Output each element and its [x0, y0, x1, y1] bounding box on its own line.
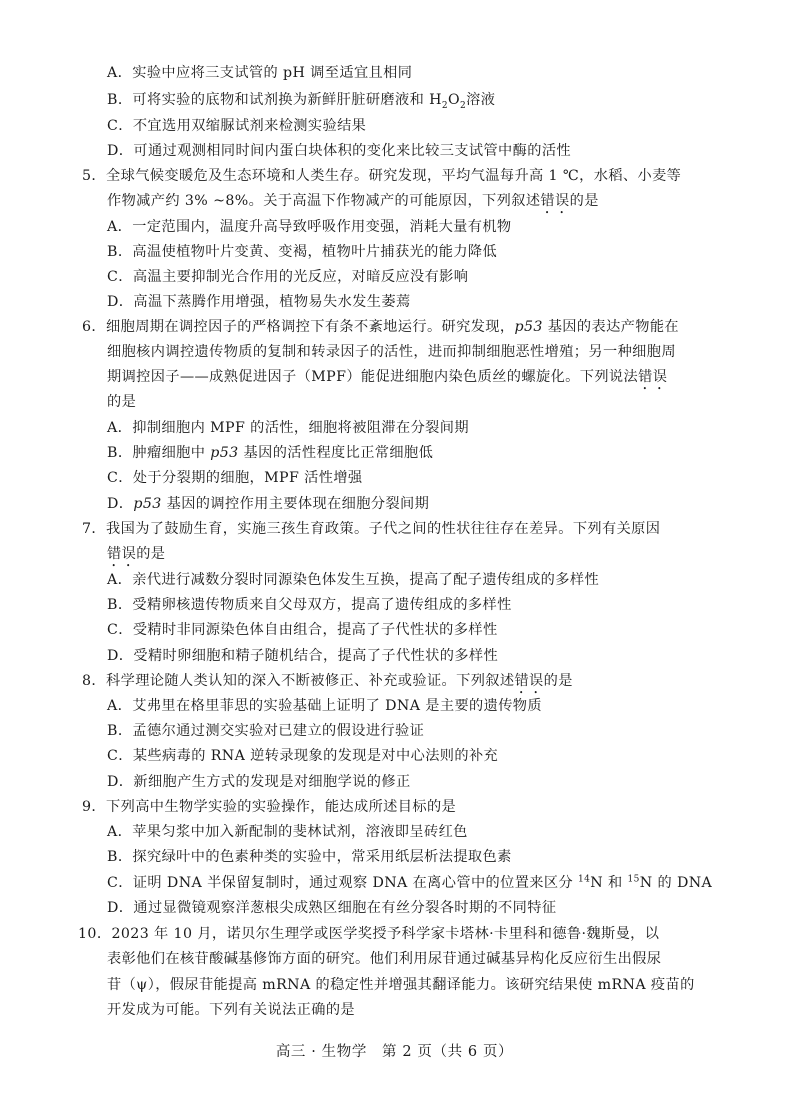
q6-option-a: A．抑制细胞内 MPF 的活性，细胞将被阻滞在分裂间期	[107, 420, 469, 436]
q7-option-c: C．受精时非同源染色体自由组合，提高了子代性状的多样性	[107, 622, 498, 638]
q10-stem-line4: 开发成为可能。下列有关说法正确的是	[107, 1002, 355, 1018]
q9-option-d: D．通过显微镜观察洋葱根尖成熟区细胞在有丝分裂各时期的不同特征	[107, 900, 557, 916]
q7-emphasis: 错误	[107, 546, 137, 562]
q10-stem-line3: 苷（ψ），假尿苷能提高 mRNA 的稳定性并增强其翻译能力。该研究结果使 mRNA 疫苗的	[107, 977, 695, 993]
q5-option-d: D．高温下蒸腾作用增强，植物易失水发生萎蔫	[107, 294, 411, 310]
q6-stem-line3: 期调控因子——成熟促进因子（MPF）能促进细胞内染色质丝的螺旋化。下列说法错误	[107, 369, 668, 385]
q5-stem-line2: 作物减产约 3% ~8%。关于高温下作物减产的可能原因，下列叙述错误的是	[107, 193, 599, 209]
q10-stem-line2: 表彰他们在核苷酸碱基修饰方面的研究。他们利用尿苷通过碱基异构化反应衍生出假尿	[107, 951, 662, 967]
q5-stem-line1: 5．全球气候变暖危及生态环境和人类生存。研究发现，平均气温每升高 1 ℃，水稻、小麦等	[82, 168, 682, 184]
page-footer: 高三 · 生物学 第 2 页（共 6 页）	[275, 1044, 514, 1060]
q5-emphasis: 错误	[540, 193, 570, 209]
q5-option-a: A．一定范围内，温度升高导致呼吸作用变强，消耗大量有机物	[107, 219, 512, 235]
q6-stem-line1: 6．细胞周期在调控因子的严格调控下有条不紊地运行。研究发现，p53 基因的表达产物能在	[82, 319, 680, 335]
q5-option-c: C．高温主要抑制光合作用的光反应，对暗反应没有影响	[107, 269, 469, 285]
q7-stem-line1: 7．我国为了鼓励生育，实施三孩生育政策。子代之间的性状往往存在差异。下列有关原因	[82, 521, 661, 537]
q8-option-b: B．孟德尔通过测交实验对已建立的假设进行验证	[107, 723, 425, 739]
q9-option-c: C．证明 DNA 半保留复制时，通过观察 DNA 在离心管中的位置来区分 $^{14}$N 和 $^{15}$N 的 DNA	[107, 874, 713, 891]
q7-option-a: A．亲代进行减数分裂时同源染色体发生互换，提高了配子遗传组成的多样性	[107, 572, 600, 588]
q8-option-c: C．某些病毒的 RNA 逆转录现象的发现是对中心法则的补充	[107, 748, 499, 764]
q7-stem-line2: 错误的是	[107, 546, 166, 562]
q8-emphasis: 错误	[514, 673, 544, 689]
q6-stem-line4: 的是	[107, 394, 137, 410]
q6-option-b: B．肿瘤细胞中 p53 基因的活性程度比正常细胞低	[107, 445, 434, 461]
q6-stem-line2: 细胞核内调控遗传物质的复制和转录因子的活性，进而抑制细胞恶性增殖；另一种细胞周	[107, 344, 676, 360]
q6-option-d: D．p53 基因的调控作用主要体现在细胞分裂间期	[107, 496, 430, 512]
q4-option-b: B．可将实验的底物和试剂换为新鲜肝脏研磨液和 $H_2O_2$溶液	[107, 92, 496, 111]
q6-emphasis: 错误	[638, 369, 668, 385]
q6-option-c: C．处于分裂期的细胞，MPF 活性增强	[107, 470, 363, 486]
q7-option-b: B．受精卵核遗传物质来自父母双方，提高了遗传组成的多样性	[107, 597, 512, 613]
q9-option-a: A．苹果匀浆中加入新配制的斐林试剂，溶液即呈砖红色	[107, 824, 468, 840]
q9-stem: 9．下列高中生物学实验的实验操作，能达成所述目标的是	[82, 799, 457, 815]
q8-option-d: D．新细胞产生方式的发现是对细胞学说的修正	[107, 774, 411, 790]
q4-option-d: D．可通过观测相同时间内蛋白块体积的变化来比较三支试管中酶的活性	[107, 143, 571, 159]
q8-stem: 8．科学理论随人类认知的深入不断被修正、补充或验证。下列叙述错误的是	[82, 673, 573, 689]
q5-option-b: B．高温使植物叶片变黄、变褐，植物叶片捕获光的能力降低	[107, 244, 498, 260]
q9-option-b: B．探究绿叶中的色素种类的实验中，常采用纸层析法提取色素	[107, 849, 512, 865]
q7-option-d: D．受精时卵细胞和精子随机结合，提高了子代性状的多样性	[107, 648, 499, 664]
q4-option-c: C．不宜选用双缩脲试剂来检测实验结果	[107, 118, 367, 134]
q10-stem-line1: 10．2023 年 10 月，诺贝尔生理学或医学奖授予科学家卡塔林·卡里科和德鲁·魏斯曼，以	[78, 926, 660, 942]
q4-option-a: A．实验中应将三支试管的 pH 调至适宜且相同	[107, 65, 413, 81]
q8-option-a: A．艾弗里在格里菲思的实验基础上证明了 DNA 是主要的遗传物质	[107, 698, 542, 714]
